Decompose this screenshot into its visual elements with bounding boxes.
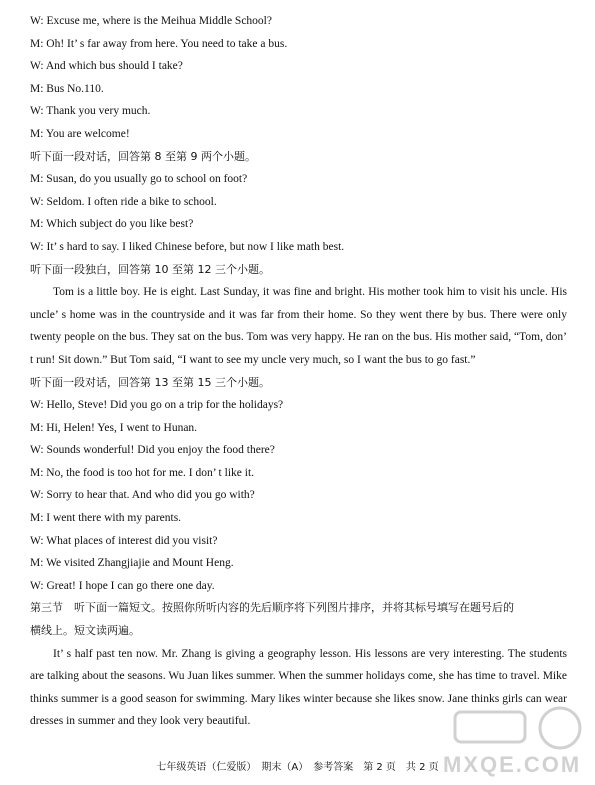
watermark-box-icon xyxy=(455,712,525,742)
page-footer: 七年级英语（仁爱版） 期末（A） 参考答案 第 2 页 共 2 页 xyxy=(156,762,439,773)
dialogue-line: W: It’ s hard to say. I liked Chinese before, but now I like math best. xyxy=(30,240,345,253)
instruction-q8-9: 听下面一段对话，回答第 8 至第 9 两个小题。 xyxy=(30,149,256,163)
dialogue-2 xyxy=(30,168,567,258)
instruction-q10-12: 听下面一段独白，回答第 10 至第 12 三个小题。 xyxy=(30,262,270,276)
dialogue-3 xyxy=(30,394,567,597)
dialogue-line: M: No, the food is too hot for me. I don’ t like it. xyxy=(30,466,255,479)
dialogue-line: W: Thank you very much. xyxy=(30,105,151,118)
dialogue-line: M: Which subject do you like best? xyxy=(30,218,194,231)
section3-heading-cont: 横线上。短文读两遍。 xyxy=(30,624,140,638)
dialogue-line: W: What places of interest did you visit? xyxy=(30,534,218,547)
watermark-text: MXQE.COM xyxy=(443,752,582,777)
dialogue-line: W: Hello, Steve! Did you go on a trip for the holidays? xyxy=(30,399,284,412)
dialogue-line: M: Bus No.110. xyxy=(30,82,104,95)
dialogue-line: W: Great! I hope I can go there one day. xyxy=(30,579,215,592)
dialogue-line: M: You are welcome! xyxy=(30,127,130,140)
dialogue-line: W: Sorry to hear that. And who did you go with? xyxy=(30,489,255,502)
dialogue-line: W: Seldom. I often ride a bike to school. xyxy=(30,195,217,208)
instruction-q13-15: 听下面一段对话，回答第 13 至第 15 三个小题。 xyxy=(30,375,270,389)
dialogue-1 xyxy=(30,10,567,146)
dialogue-line: M: We visited Zhangjiajie and Mount Heng. xyxy=(30,557,234,570)
dialogue-line: M: I went there with my parents. xyxy=(30,512,182,525)
dialogue-line: M: Oh! It’ s far away from here. You need to take a bus. xyxy=(30,37,288,50)
dialogue-line: M: Hi, Helen! Yes, I went to Hunan. xyxy=(30,421,198,434)
dialogue-line: W: And which bus should I take? xyxy=(30,60,183,73)
dialogue-line: W: Excuse me, where is the Meihua Middle School? xyxy=(30,15,272,27)
dialogue-line: W: Sounds wonderful! Did you enjoy the food there? xyxy=(30,444,275,457)
section3-heading: 第三节 听下面一篇短文。按照你所听内容的先后顺序将下列图片排序，并将其标号填写在题号后的 xyxy=(30,601,514,615)
passage-paragraph: It’ s half past ten now. Mr. Zhang is giving a geography lesson. His lessons are very interesting. The students are talking about the seasons. Wu Juan likes summer. When the summer holidays come, she has time to travel. Mike thinks summer is a good season for swimming. Mary likes winter because she likes snow. Jane thinks girls can wear dresses in summer and they look very beautiful. xyxy=(30,647,567,728)
dialogue-line: M: Susan, do you usually go to school on foot? xyxy=(30,173,248,186)
watermark-circle-icon xyxy=(540,708,580,748)
monologue-paragraph: Tom is a little boy. He is eight. Last Sunday, it was fine and bright. His mother took him to visit his uncle. His uncle’ s home was in the countryside and it was far from their home. So they went there by bus. There were only twenty people on the bus. They sat on the bus. Tom was very happy. He ran on the bus. His mother said, “Tom, don’ t run! Sit down.” But Tom said, “I want to see my uncle very much, so I want the bus to go fast.” xyxy=(30,286,567,366)
transcript-content xyxy=(30,10,567,733)
